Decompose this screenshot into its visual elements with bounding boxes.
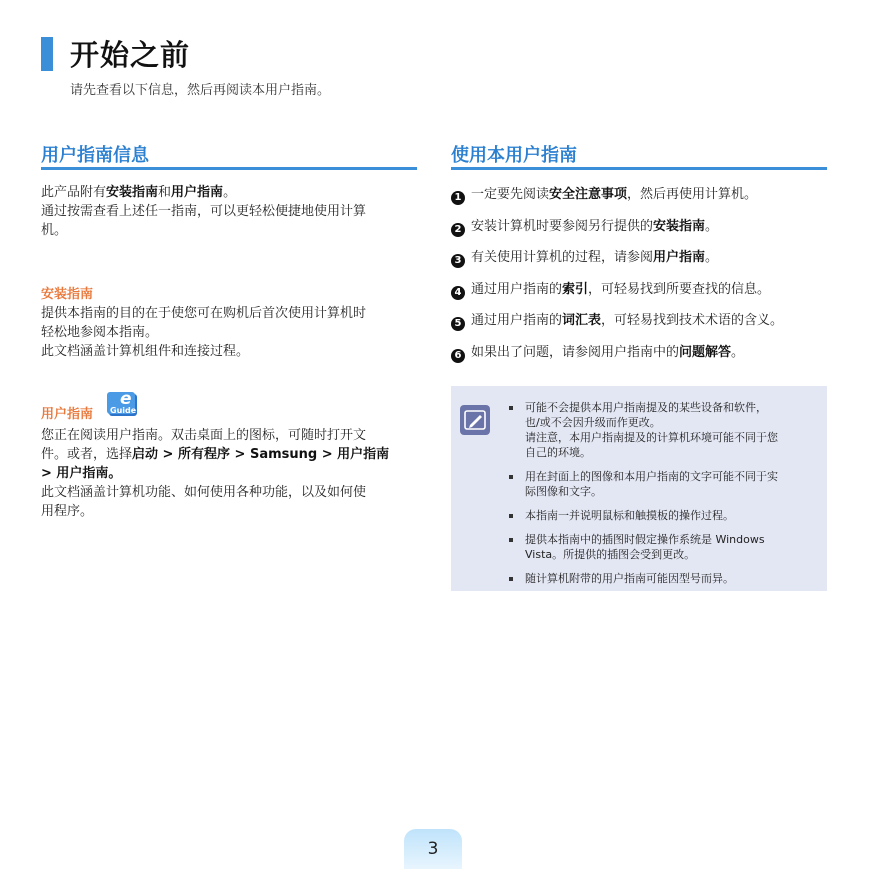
e-guide-icon-label: Guide (110, 406, 137, 415)
step-text: 通过用户指南的 (471, 282, 563, 297)
user-line-4: 此文档涵盖计算机功能、如何使用各种功能，以及如何使 (41, 485, 367, 500)
step-text: ，然后再使用计算机。 (627, 187, 758, 202)
step-number: 5 (451, 317, 465, 331)
intro-text: 和 (158, 185, 172, 200)
menu-path-separator: > (230, 447, 250, 462)
note-box (451, 386, 827, 591)
step-bold: 安全注意事项 (549, 187, 628, 202)
note-line: 请注意，本用户指南提及的计算机环境可能不同于您 (525, 431, 778, 444)
title-accent-bar (41, 37, 53, 71)
step-text: 安装计算机时要参阅另行提供的 (471, 219, 654, 234)
note-item (509, 469, 809, 499)
left-heading-rule (41, 167, 417, 170)
intro-bold-install: 安装指南 (106, 185, 159, 200)
step-item (451, 278, 770, 300)
intro-line-1 (41, 183, 421, 202)
menu-path-separator: > (158, 447, 178, 462)
step-text: ，可轻易找到所要查找的信息。 (588, 282, 771, 297)
user-guide-info-heading: 用户指南信息 (41, 145, 149, 166)
step-text: 。 (705, 219, 719, 234)
note-line: 用在封面上的图像和本用户指南的文字可能不同于实 (525, 470, 778, 483)
note-line: 随计算机附带的用户指南可能因型号而异。 (525, 572, 734, 585)
menu-path-all-programs: 所有程序 (177, 447, 230, 462)
note-item (509, 571, 809, 586)
page-subtitle: 请先查看以下信息，然后再阅读本用户指南。 (70, 83, 331, 98)
note-pencil-icon (460, 405, 490, 435)
note-line: 自己的环境。 (525, 446, 591, 459)
step-item (451, 309, 783, 331)
step-item (451, 246, 718, 268)
intro-paragraph (41, 183, 421, 240)
user-guide-heading: 用户指南 (41, 407, 94, 422)
step-bold: 索引 (562, 282, 589, 297)
right-heading-rule (451, 167, 827, 170)
step-number: 1 (451, 191, 465, 205)
install-line-1: 提供本指南的目的在于使您可在购机后首次使用计算机时 (41, 306, 367, 321)
menu-path-separator: > (41, 466, 57, 481)
step-item (451, 341, 744, 363)
intro-bold-user: 用户指南 (171, 185, 224, 200)
user-line-3 (41, 464, 426, 483)
e-guide-icon (107, 388, 139, 418)
install-line-3: 此文档涵盖计算机组件和连接过程。 (41, 344, 250, 359)
step-bold: 用户指南 (653, 250, 706, 265)
note-item (509, 400, 809, 460)
note-line: 本指南一并说明鼠标和触摸板的操作过程。 (525, 509, 734, 522)
step-text: 有关使用计算机的过程，请参阅 (471, 250, 654, 265)
note-item (509, 532, 809, 562)
intro-line-3: 机。 (41, 223, 68, 238)
step-text: 如果出了问题，请参阅用户指南中的 (471, 345, 680, 360)
step-number: 4 (451, 286, 465, 300)
menu-path-separator: > (317, 447, 338, 462)
user-line-1: 您正在阅读用户指南。双击桌面上的图标，可随时打开文 (41, 428, 367, 443)
user-line-2 (41, 445, 426, 464)
menu-path-user-guide: 用户指南 (337, 447, 390, 462)
user-guide-paragraph (41, 426, 426, 521)
note-line: 际图像和文字。 (525, 485, 602, 498)
note-list (509, 400, 809, 595)
using-guide-heading: 使用本用户指南 (451, 145, 577, 166)
menu-path-samsung: Samsung (249, 447, 318, 462)
step-text: 。 (731, 345, 745, 360)
user-text: 件。或者，选择 (41, 447, 133, 462)
note-line: Vista。所提供的插图会受到更改。 (525, 548, 696, 561)
page-number-tab (404, 829, 462, 869)
step-bold: 安装指南 (653, 219, 706, 234)
step-bold: 问题解答 (679, 345, 732, 360)
note-item (509, 508, 809, 523)
install-guide-heading: 安装指南 (41, 287, 94, 302)
step-item (451, 183, 757, 205)
intro-text: 此产品附有 (41, 185, 107, 200)
intro-text: 。 (223, 185, 237, 200)
step-text: 一定要先阅读 (471, 187, 550, 202)
user-line-5: 用程序。 (41, 504, 94, 519)
page-number: 3 (427, 839, 439, 859)
install-guide-paragraph (41, 304, 421, 361)
page-title: 开始之前 (70, 38, 191, 72)
step-number: 6 (451, 349, 465, 363)
step-number: 3 (451, 254, 465, 268)
install-line-2: 轻松地参阅本指南。 (41, 325, 159, 340)
note-line: 也/或不会因升级而作更改。 (525, 416, 661, 429)
step-item (451, 215, 718, 237)
step-text: 。 (705, 250, 719, 265)
note-line: 提供本指南中的插图时假定操作系统是 Windows (525, 533, 765, 546)
e-guide-icon-letter: e (120, 389, 132, 409)
step-bold: 词汇表 (562, 313, 602, 328)
menu-path-user-guide-final: 用户指南。 (56, 466, 122, 481)
step-number: 2 (451, 223, 465, 237)
step-text: ，可轻易找到技术术语的含义。 (601, 313, 784, 328)
note-line: 可能不会提供本用户指南提及的某些设备和软件， (525, 401, 767, 414)
menu-path-start: 启动 (132, 447, 159, 462)
step-text: 通过用户指南的 (471, 313, 563, 328)
intro-line-2: 通过按需查看上述任一指南，可以更轻松便捷地使用计算 (41, 204, 367, 219)
